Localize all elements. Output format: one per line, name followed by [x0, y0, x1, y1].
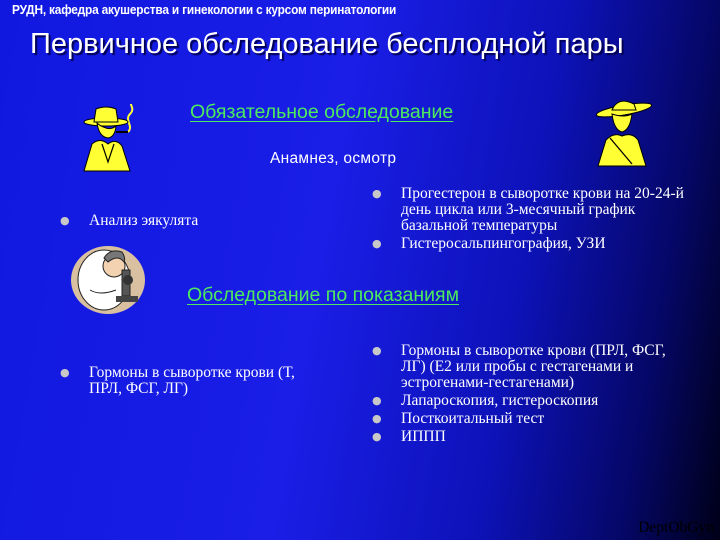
bullet-icon: ● [60, 366, 70, 379]
list-item: ● Посткоитальный тест [372, 410, 545, 427]
mandatory-right-list [372, 186, 692, 254]
mandatory-exam-heading: Обязательное обследование [190, 101, 454, 123]
indicated-right-list [372, 343, 672, 447]
bullet-icon: ● [60, 214, 70, 227]
mandatory-left-list [60, 213, 290, 231]
woman-silhouette-icon [588, 96, 658, 168]
list-item: ● Прогестерон в сыворотке крови на 20-24-й день цикла или 3-месячный график базальной температуры [372, 185, 684, 234]
bullet-icon: ● [372, 394, 382, 407]
list-item: ● Лапароскопия, гистероскопия [372, 392, 599, 409]
scientist-microscope-icon [70, 240, 150, 316]
bullet-icon: ● [372, 187, 382, 200]
bullet-icon: ● [372, 344, 382, 357]
man-silhouette-icon [78, 104, 148, 174]
list-item: ● ИППП [372, 428, 446, 445]
bullet-icon: ● [372, 412, 382, 425]
bullet-icon: ● [372, 237, 382, 250]
header-text: РУДН, кафедра акушерства и гинекологии с курсом перинатологии [12, 3, 397, 17]
indicated-left-list [60, 365, 330, 399]
list-item: ● Анализ эякулята [60, 212, 199, 229]
indicated-exam-heading: Обследование по показаниям [187, 284, 460, 306]
list-item: ● Гормоны в сыворотке крови (ПРЛ, ФСГ, ЛГ) (Е2 или пробы с гестагенами и эстрогенами-гестагенами) [372, 342, 666, 391]
bullet-icon: ● [372, 430, 382, 443]
list-item: ● Гистеросальпингография, УЗИ [372, 235, 606, 252]
list-item: ● Гормоны в сыворотке крови (Т, ПРЛ, ФСГ, ЛГ) [60, 364, 295, 397]
slide-title: Первичное обследование бесплодной пары [30, 28, 624, 60]
footer-dept: DeptObGyn [638, 519, 714, 536]
history-exam-subheading: Анамнез, осмотр [270, 150, 397, 167]
